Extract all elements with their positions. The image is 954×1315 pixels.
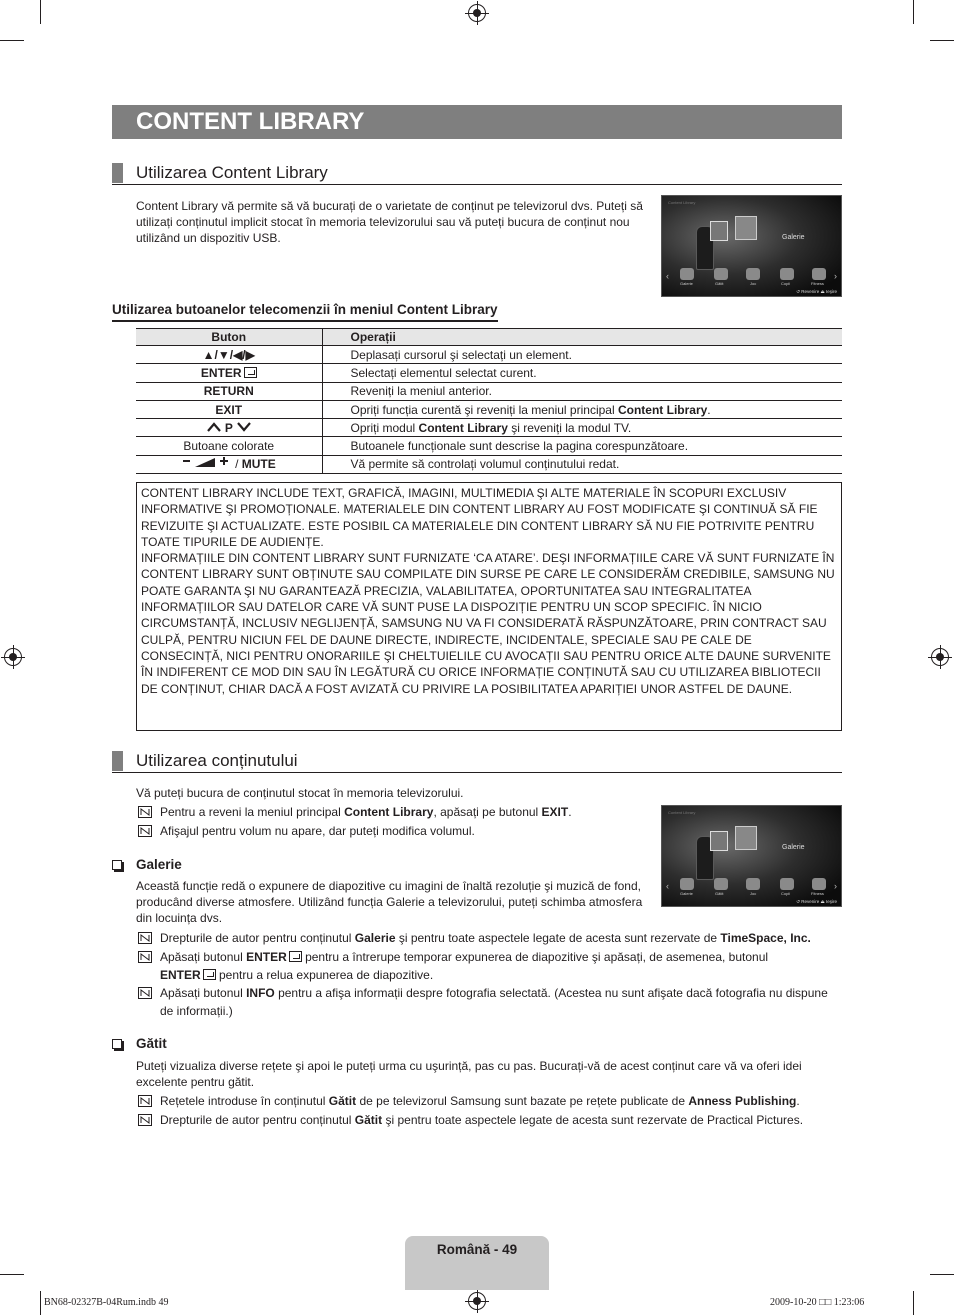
note-text: . bbox=[796, 1094, 800, 1108]
note-item bbox=[136, 1111, 842, 1129]
operation-cell bbox=[322, 400, 842, 418]
note-text: Drepturile de autor pentru conținutul bbox=[160, 931, 355, 945]
picture-frame-icon bbox=[735, 826, 757, 850]
disclaimer-paragraph: INFORMAȚIILOR SAU DATELOR CARE VĂ SUNT PUSE LA DISPOZIȚIE PENTRU UN SCOP SPECIFIC. ÎN NICIO CIRCUMSTANȚĂ, INCLUSIV NEGLIJENȚĂ, SAMSUNG NU VA FI CONSIDERATĂ RĂSPUNZĂTOARE, PRIN CONTRACT SAU CULPĂ, PENTRU NICIUN FEL DE DAUNE DIRECTE, INDIRECTE, INCIDENTALE, SPECIALE SAU PE CALE DE CONSECINȚĂ, NICI PENTRU ONORARIILE ŞI CHELTUIELILE CU AVOCAȚII SAU PENTRU ORICE ALTE DAUNE SURVENITE ÎN INDIFERENT CE MOD DIN SAU ÎN LEGĂTURĂ CU ORICE INFORMAȚIE CONȚINUTĂ SAU CU UTILIZAREA BIBLIOTECII DE CONȚINUT, CHIAR DACĂ A FOST AVIZATĂ CU PRIVIRE LA POSIBILITATEA APARIȚIEI UNOR ASTFEL DE DAUNE. bbox=[141, 600, 831, 696]
checkbox-bullet-icon bbox=[112, 860, 122, 870]
op-text: Opriți modul bbox=[350, 420, 419, 435]
gallery-icon bbox=[680, 878, 694, 890]
cooking-icon bbox=[714, 268, 728, 280]
note-bold: ENTER bbox=[160, 968, 201, 982]
icon-label: Galerie bbox=[680, 891, 693, 896]
section-heading-text: Utilizarea Content Library bbox=[136, 163, 328, 182]
note-text: de pe televizorul Samsung sunt bazate pe rețete publicate de bbox=[356, 1094, 689, 1108]
note-icon bbox=[138, 1114, 152, 1126]
note-icon bbox=[138, 825, 152, 837]
section-heading-content-library bbox=[112, 163, 842, 185]
note-text: Rețetele introduse în conținutul bbox=[160, 1094, 329, 1108]
table-row bbox=[136, 382, 842, 400]
table-row bbox=[136, 455, 842, 473]
galerie-description: Această funcție redă o expunere de diapozitive cu imagini de înaltă rezoluție şi muzică de fond, producând diverse atmosfere. Utilizând funcția Galerie a televizorului, puteți schimba atmosfera din locuința dvs. bbox=[136, 879, 643, 925]
note-item bbox=[136, 984, 842, 1020]
note-icon bbox=[138, 1095, 152, 1107]
channel-label: P bbox=[224, 420, 233, 435]
registration-mark-icon bbox=[468, 1292, 486, 1310]
chevron-right-icon: › bbox=[834, 881, 837, 891]
note-item bbox=[136, 822, 636, 840]
note-bold: Galerie bbox=[354, 931, 396, 945]
picture-frame-icon bbox=[710, 831, 728, 851]
disclaimer-paragraph: INFORMAȚIILE DIN CONTENT LIBRARY SUNT FURNIZATE ‘CA ATARE’. DEŞI INFORMAȚIILE CARE VĂ SUNT FURNIZATE ÎN CONTENT LIBRARY SUNT OBȚINUTE SAU COMPILATE DIN SURSE PE CARE LE CONSIDERĂM CREDIBILE, SAMSUNG NU POATE GARANTA ŞI NU GARANTEAZĂ PRECIZIA, VALABILITATEA, OPORTUNITATEA SAU INTEGRALITATEA bbox=[141, 551, 835, 598]
operation-cell: Reveniți la meniul anterior. bbox=[322, 382, 842, 400]
enter-icon bbox=[244, 367, 257, 378]
op-text: Opriți funcția curentă şi reveniți la meniul principal bbox=[350, 402, 618, 417]
table-row bbox=[136, 364, 842, 382]
section2-intro: Vă puteți bucura de conținutul stocat în memoria televizorului. bbox=[136, 786, 464, 800]
note-bold: Anness Publishing bbox=[688, 1094, 797, 1108]
page-title: CONTENT LIBRARY bbox=[112, 105, 842, 139]
children-icon bbox=[780, 268, 794, 280]
disclaimer-paragraph: CONTENT LIBRARY INCLUDE TEXT, GRAFICĂ, IMAGINI, MULTIMEDIA ŞI ALTE MATERIALE ÎN SCOPURI EXCLUSIV INFORMATIVE ŞI PROMOȚIONALE. MATERIALELE DIN CONTENT LIBRARY AU FOST MODIFICATE ŞI CONTINUĂ SĂ FIE REVIZUITE ŞI ACTUALIZATE. ESTE POSIBIL CA MATERIALELE DIN CONTENT LIBRARY SĂ NU FIE POTRIVITE PENTRU TOATE TIPURILE DE AUDIENȚE. bbox=[141, 486, 818, 549]
section-marker bbox=[112, 751, 123, 771]
chevron-up-icon bbox=[206, 422, 222, 432]
section-heading-using-content bbox=[112, 751, 842, 773]
note-text: Drepturile de autor pentru conținutul bbox=[160, 1113, 355, 1127]
children-icon bbox=[780, 878, 794, 890]
chevron-down-icon bbox=[236, 422, 252, 432]
operation-cell: Vă permite să controlați volumul conținutului redat. bbox=[322, 455, 842, 473]
game-icon bbox=[746, 268, 760, 280]
enter-icon bbox=[289, 951, 302, 962]
gatit-description: Puteți vizualiza diverse rețete şi apoi le puteți urma cu uşurință, pas cu pas. Bucurați-vă de acest conținut care vă va oferi idei excelente pentru gătit. bbox=[136, 1059, 802, 1089]
note-text: pentru a întrerupe temporar expunerea de diapozitive şi apăsați, de asemenea, butonul bbox=[301, 950, 769, 964]
screenshot-header: Content Library bbox=[668, 200, 696, 205]
game-icon bbox=[746, 878, 760, 890]
screenshot-footer: ↺ Revenire ⏏ Ieşire bbox=[796, 289, 837, 294]
button-cell bbox=[136, 455, 322, 473]
crop-mark bbox=[0, 1274, 24, 1275]
screenshot-label: Galerie bbox=[782, 234, 805, 241]
note-text: . bbox=[568, 805, 572, 819]
cooking-icon bbox=[714, 878, 728, 890]
section1-intro: Content Library vă permite să vă bucurați de o varietate de conținut pe televizorul dvs. Puteți să utilizați conținutul implicit stocat în memoria televizorului sau vă puteți bucura de conținut nou utilizând un dispozitiv USB. bbox=[136, 199, 643, 245]
picture-frame-icon bbox=[735, 216, 757, 240]
file-info: BN68-02327B-04Rum.indb 49 bbox=[44, 1297, 169, 1308]
operation-cell: Deplasați cursorul şi selectați un element. bbox=[322, 346, 842, 364]
note-text: , apăsați pe butonul bbox=[433, 805, 542, 819]
button-cell: EXIT bbox=[136, 400, 322, 418]
note-bold: TimeSpace, Inc. bbox=[720, 931, 811, 945]
note-item bbox=[136, 803, 636, 821]
note-text: pentru a relua expunerea de diapozitive. bbox=[215, 968, 434, 982]
note-bold: INFO bbox=[246, 986, 275, 1000]
note-icon bbox=[138, 987, 152, 999]
button-cell bbox=[136, 364, 322, 382]
subsection-heading-gatit bbox=[112, 1035, 167, 1053]
icon-label: Copii bbox=[781, 281, 791, 286]
screenshot-header: Content Library bbox=[668, 810, 696, 815]
crop-mark bbox=[930, 1274, 954, 1275]
note-text: Pentru a reveni la meniul principal bbox=[160, 805, 345, 819]
note-text: şi pentru toate aspectele legate de acesta sunt rezervate de Practical Pictures. bbox=[382, 1113, 804, 1127]
operation-cell: Selectați elementul selectat curent. bbox=[322, 364, 842, 382]
disclaimer-box bbox=[136, 482, 842, 731]
crop-mark bbox=[0, 40, 24, 41]
registration-mark-icon bbox=[468, 4, 486, 22]
note-bold: Content Library bbox=[344, 805, 434, 819]
note-icon bbox=[138, 806, 152, 818]
enter-icon bbox=[203, 969, 216, 980]
note-icon bbox=[138, 932, 152, 944]
crop-mark bbox=[930, 40, 954, 41]
chevron-left-icon: ‹ bbox=[666, 271, 669, 281]
crop-mark bbox=[40, 0, 41, 24]
table-row bbox=[136, 346, 842, 364]
picture-frame-icon bbox=[710, 221, 728, 241]
note-item bbox=[136, 948, 842, 984]
icon-label: Joc bbox=[750, 281, 757, 286]
icon-label: Fitness bbox=[811, 891, 824, 896]
fitness-icon bbox=[812, 268, 826, 280]
gallery-icon bbox=[680, 268, 694, 280]
remote-buttons-heading: Utilizarea butoanelor telecomenzii în meniul Content Library bbox=[112, 301, 498, 322]
table-row bbox=[136, 419, 842, 437]
icon-label: Copii bbox=[781, 891, 791, 896]
icon-label: Galerie bbox=[680, 281, 693, 286]
note-item bbox=[136, 929, 842, 947]
chevron-right-icon: › bbox=[834, 271, 837, 281]
note-text: pentru a afişa informații despre fotografia selectată. (Acestea nu sunt afişate dacă fotografia nu dispune de informații.) bbox=[160, 986, 828, 1018]
note-text: Apăsați butonul bbox=[160, 986, 247, 1000]
crop-mark bbox=[40, 1291, 41, 1315]
subsection-heading-galerie bbox=[112, 856, 182, 874]
note-bold: Gătit bbox=[354, 1113, 383, 1127]
col-header-operation: Operații bbox=[322, 329, 842, 346]
print-datetime: 2009-10-20 □□ 1:23:06 bbox=[770, 1297, 865, 1308]
checkbox-bullet-icon bbox=[112, 1039, 122, 1049]
icon-label: Gătit bbox=[715, 891, 724, 896]
crop-mark bbox=[913, 0, 914, 24]
op-bold: Content Library bbox=[418, 420, 508, 435]
icon-label: Gătit bbox=[715, 281, 724, 286]
note-text: Apăsați butonul bbox=[160, 950, 247, 964]
subsection-heading-text: Galerie bbox=[136, 857, 182, 872]
note-bold: ENTER bbox=[246, 950, 287, 964]
separator: / bbox=[235, 457, 239, 472]
button-cell bbox=[136, 419, 322, 437]
subsection-heading-text: Gătit bbox=[136, 1036, 167, 1051]
note-text: şi pentru toate aspectele legate de acesta sunt rezervate de bbox=[395, 931, 721, 945]
mute-label: MUTE bbox=[241, 457, 276, 472]
button-cell: Butoane colorate bbox=[136, 437, 322, 455]
volume-icon bbox=[182, 456, 232, 468]
fitness-icon bbox=[812, 878, 826, 890]
content-library-screenshot bbox=[661, 805, 842, 907]
button-cell: RETURN bbox=[136, 382, 322, 400]
chevron-left-icon: ‹ bbox=[666, 881, 669, 891]
registration-mark-icon bbox=[931, 648, 949, 666]
operation-cell: Butoanele funcționale sunt descrise la pagina corespunzătoare. bbox=[322, 437, 842, 455]
registration-mark-icon bbox=[4, 648, 22, 666]
crop-mark bbox=[913, 1291, 914, 1315]
table-row bbox=[136, 400, 842, 418]
note-bold: EXIT bbox=[541, 805, 569, 819]
button-cell: ▲/▼/◀/▶ bbox=[136, 346, 322, 364]
col-header-button: Buton bbox=[136, 329, 322, 346]
icon-label: Joc bbox=[750, 891, 757, 896]
section-marker bbox=[112, 163, 123, 183]
remote-buttons-table bbox=[136, 328, 842, 474]
note-icon bbox=[138, 951, 152, 963]
op-text: . bbox=[707, 402, 711, 417]
note-text: Afişajul pentru volum nu apare, dar puteți modifica volumul. bbox=[160, 824, 475, 838]
table-row bbox=[136, 437, 842, 455]
op-bold: Content Library bbox=[617, 402, 708, 417]
op-text: şi reveniți la modul TV. bbox=[507, 420, 632, 435]
note-item bbox=[136, 1092, 842, 1110]
icon-label: Fitness bbox=[811, 281, 824, 286]
screenshot-label: Galerie bbox=[782, 844, 805, 851]
enter-label: ENTER bbox=[200, 365, 242, 380]
operation-cell bbox=[322, 419, 842, 437]
page-number-tab: Română - 49 bbox=[405, 1236, 549, 1290]
note-bold: Gătit bbox=[328, 1094, 357, 1108]
content-library-screenshot bbox=[661, 195, 842, 297]
screenshot-footer: ↺ Revenire ⏏ Ieşire bbox=[796, 899, 837, 904]
section-heading-text: Utilizarea conținutului bbox=[136, 751, 298, 770]
